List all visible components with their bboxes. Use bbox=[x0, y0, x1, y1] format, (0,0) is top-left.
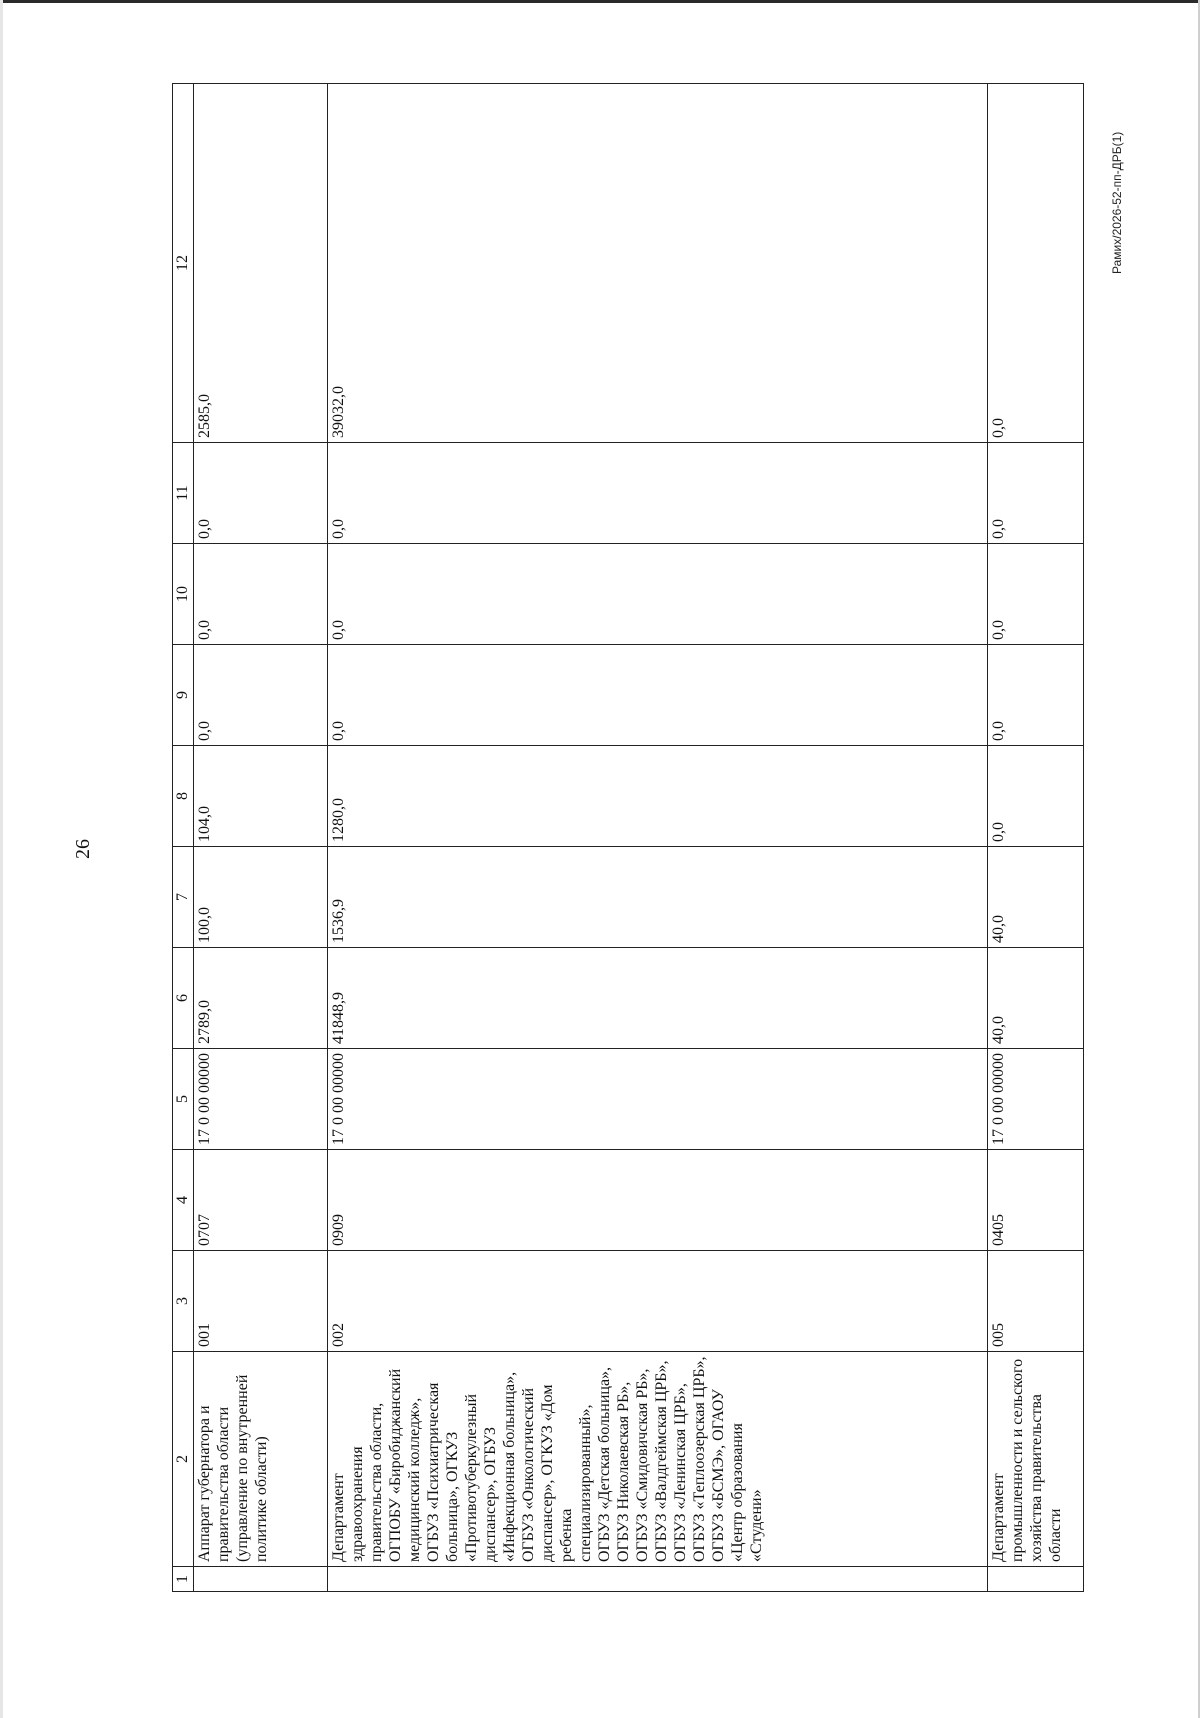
cell-value: 40,0 bbox=[988, 847, 1084, 948]
column-header: 1 bbox=[173, 1567, 194, 1592]
column-header: 11 bbox=[173, 443, 194, 544]
cell-value: 0,0 bbox=[988, 544, 1084, 645]
cell-code: 005 bbox=[988, 1251, 1084, 1352]
column-header: 3 bbox=[173, 1251, 194, 1352]
cell-value: 0,0 bbox=[988, 84, 1084, 443]
column-header: 6 bbox=[173, 948, 194, 1049]
cell-number bbox=[988, 1567, 1084, 1592]
column-header: 12 bbox=[173, 84, 194, 443]
cell-program: 17 0 00 00000 bbox=[988, 1049, 1084, 1150]
cell-value: 0,0 bbox=[194, 645, 328, 746]
cell-value: 1536,9 bbox=[328, 847, 988, 948]
cell-value: 2585,0 bbox=[194, 84, 328, 443]
column-header: 4 bbox=[173, 1150, 194, 1251]
cell-section: 0909 bbox=[328, 1150, 988, 1251]
cell-organization: Департамент здравоохранения правительства области, ОГПОБУ «Биробиджанский медицинский колледж», ОГБУЗ «Психиатрическая больница», ОГКУЗ «Противотуберкулезный диспансер», ОГБУЗ «Инфекционная больница», ОГБУЗ «Онкологический диспансер», ОГКУЗ «Дом ребенка специализированный», ОГБУЗ «Детская больница», ОГБУЗ Николаевская РБ», ОГБУЗ «Смидовичская РБ», ОГБУЗ «Валдгеймская ЦРБ», ОГБУЗ «Ленинская ЦРБ», ОГБУЗ «Теплоозерская ЦРБ», ОГБУЗ «БСМЭ», ОГАОУ «Центр образования «Студени» bbox=[328, 1352, 988, 1567]
cell-program: 17 0 00 00000 bbox=[328, 1049, 988, 1150]
table-row bbox=[988, 84, 1084, 1592]
budget-table bbox=[172, 83, 1084, 1592]
table-row bbox=[194, 84, 328, 1592]
column-header: 7 bbox=[173, 847, 194, 948]
cell-value: 104,0 bbox=[194, 746, 328, 847]
cell-section: 0707 bbox=[194, 1150, 328, 1251]
cell-value: 0,0 bbox=[194, 443, 328, 544]
cell-total: 2789,0 bbox=[194, 948, 328, 1049]
cell-code: 001 bbox=[194, 1251, 328, 1352]
document-reference: Рамих/2026-52-пп-ДРБ(1) bbox=[1110, 131, 1124, 274]
cell-value: 0,0 bbox=[328, 544, 988, 645]
cell-value: 0,0 bbox=[988, 443, 1084, 544]
column-header: 8 bbox=[173, 746, 194, 847]
column-header: 2 bbox=[173, 1352, 194, 1567]
cell-value: 1280,0 bbox=[328, 746, 988, 847]
column-header: 9 bbox=[173, 645, 194, 746]
column-header: 5 bbox=[173, 1049, 194, 1150]
column-header: 10 bbox=[173, 544, 194, 645]
cell-value: 39032,0 bbox=[328, 84, 988, 443]
cell-value: 0,0 bbox=[328, 443, 988, 544]
cell-total: 40,0 bbox=[988, 948, 1084, 1049]
cell-value: 0,0 bbox=[194, 544, 328, 645]
cell-value: 0,0 bbox=[988, 645, 1084, 746]
cell-value: 0,0 bbox=[988, 746, 1084, 847]
cell-program: 17 0 00 00000 bbox=[194, 1049, 328, 1150]
table-row bbox=[328, 84, 988, 1592]
page-number: 26 bbox=[72, 839, 94, 859]
cell-number bbox=[194, 1567, 328, 1592]
cell-section: 0405 bbox=[988, 1150, 1084, 1251]
cell-value: 0,0 bbox=[328, 645, 988, 746]
cell-organization: Департамент промышленности и сельского хозяйства правительства области bbox=[988, 1352, 1084, 1567]
cell-value: 100,0 bbox=[194, 847, 328, 948]
table-header-row bbox=[173, 84, 194, 1592]
cell-number bbox=[328, 1567, 988, 1592]
cell-organization: Аппарат губернатора и правительства области (управление по внутренней политике области) bbox=[194, 1352, 328, 1567]
cell-code: 002 bbox=[328, 1251, 988, 1352]
cell-total: 41848,9 bbox=[328, 948, 988, 1049]
